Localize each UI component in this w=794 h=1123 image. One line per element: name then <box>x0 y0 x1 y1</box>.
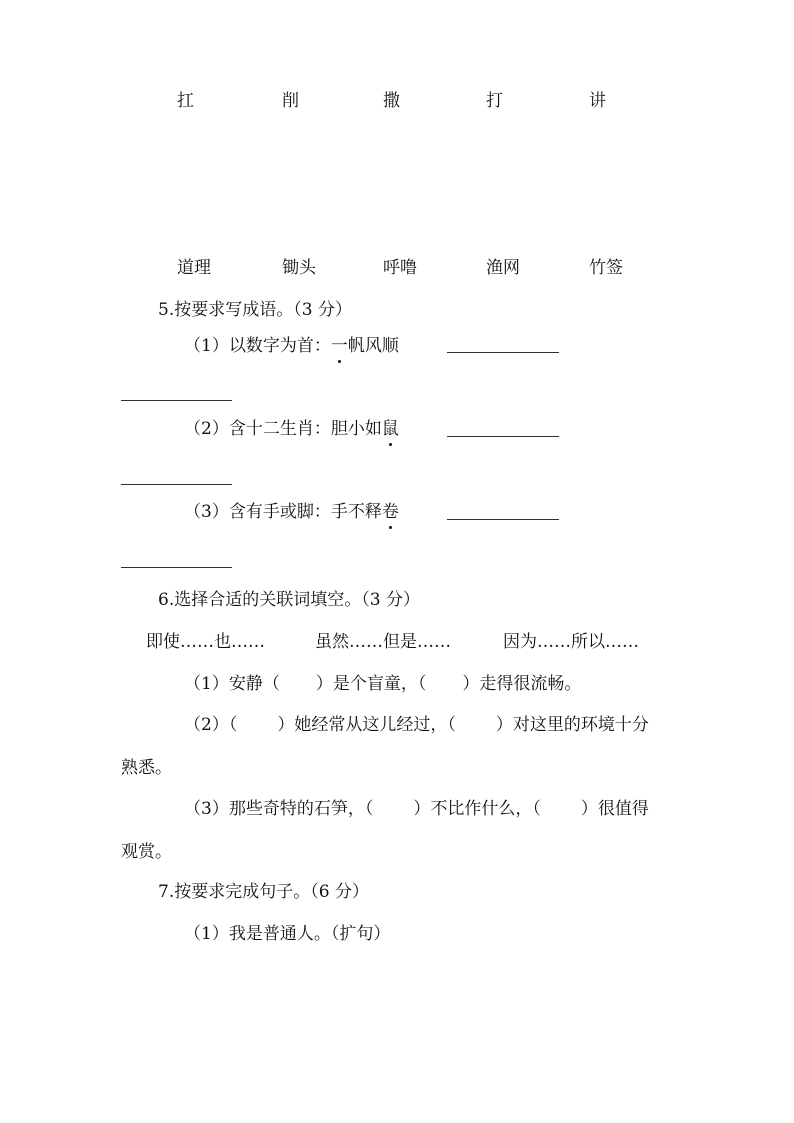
conjunction-option: 即使……也…… <box>146 632 265 652</box>
sentence-part: （3）那些奇特的石笋，（ <box>184 799 374 819</box>
idiom-item-1 <box>184 335 399 357</box>
sentence-part: ）她经常从这儿经过，（ <box>277 715 456 735</box>
idiom-item-2 <box>184 418 399 440</box>
emphasis-char: 一 <box>330 336 348 356</box>
idiom-text: 胆小如 <box>330 419 382 439</box>
sentence-part: ）不比作什么，（ <box>413 799 541 819</box>
emphasis-char: 鼠 <box>381 419 399 439</box>
answer-blank[interactable] <box>121 567 232 568</box>
noun-word: 渔网 <box>486 258 520 278</box>
noun-word: 道理 <box>177 258 211 278</box>
noun-word: 呼噜 <box>383 258 417 278</box>
question-6-title: 6.选择合适的关联词填空。（3 分） <box>158 590 420 610</box>
idiom-text: 手不释 <box>330 502 382 522</box>
answer-blank[interactable] <box>447 519 559 520</box>
sentence-part: ）走得很流畅。 <box>462 674 582 694</box>
answer-blank[interactable] <box>121 400 232 401</box>
answer-blank[interactable] <box>447 352 559 353</box>
idiom-item-3 <box>184 501 399 523</box>
sentence-part: ）对这里的环境十分 <box>495 715 649 735</box>
verb-word: 打 <box>486 91 503 111</box>
verb-word: 撒 <box>383 91 400 111</box>
conjunction-option: 虽然……但是…… <box>315 632 451 652</box>
answer-blank[interactable] <box>447 436 559 437</box>
sentence-part: （1）安静（ <box>184 674 280 694</box>
sentence-part: ）很值得 <box>580 799 649 819</box>
idiom-label: （1）以数字为首： <box>184 336 331 356</box>
sentence-continuation: 熟悉。 <box>121 758 172 778</box>
sentence-part: （2）（ <box>184 715 238 735</box>
fill-sentence-2 <box>184 714 649 736</box>
question-7-title: 7.按要求完成句子。（6 分） <box>158 882 369 902</box>
idiom-label: （2）含十二生肖： <box>184 419 331 439</box>
noun-word: 竹签 <box>589 258 623 278</box>
verb-word: 讲 <box>589 91 606 111</box>
conjunction-option: 因为……所以…… <box>503 632 639 652</box>
question-5-title: 5.按要求写成语。（3 分） <box>158 300 352 320</box>
sentence-part: ）是个盲童，（ <box>315 674 427 694</box>
answer-blank[interactable] <box>121 484 232 485</box>
idiom-text: 帆风顺 <box>347 336 399 356</box>
noun-word: 锄头 <box>282 258 316 278</box>
fill-sentence-1 <box>184 673 581 695</box>
emphasis-char: 卷 <box>381 502 399 522</box>
fill-sentence-3 <box>184 798 649 820</box>
sentence-continuation: 观赏。 <box>121 842 172 862</box>
sentence-task: （1）我是普通人。（扩句） <box>184 924 391 944</box>
verb-word: 扛 <box>177 91 194 111</box>
verb-word: 削 <box>282 91 299 111</box>
idiom-label: （3）含有手或脚： <box>184 502 331 522</box>
